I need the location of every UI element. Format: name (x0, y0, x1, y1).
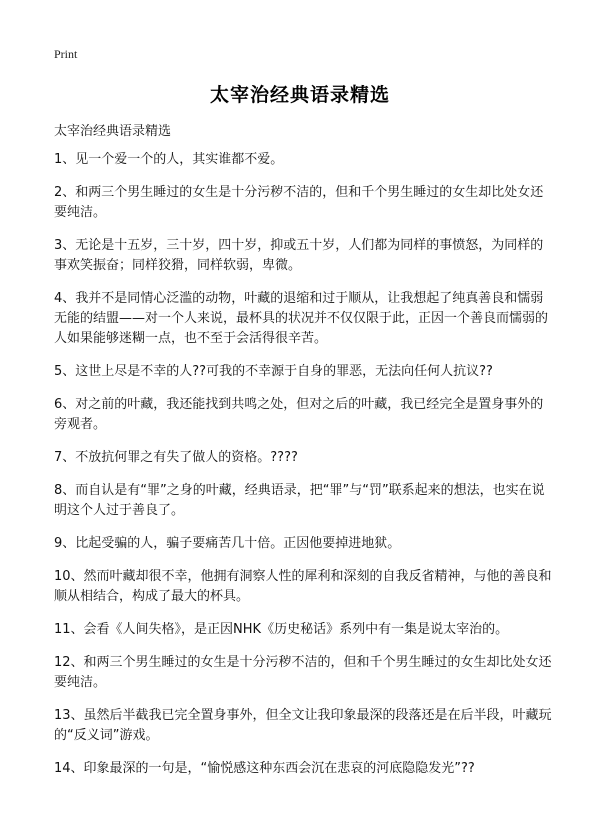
quote-item: 7、不放抗何罪之有失了做人的资格。???? (54, 450, 298, 465)
quote-item: 10、然而叶藏却很不幸，他拥有洞察人性的犀利和深刻的自我反省精神，与他的善良和顺从相结合，构成了最大的杯具。 (54, 569, 552, 604)
quote-item: 11、会看《人间失格》，是正因NHK《历史秘话》系列中有一集是说太宰治的。 (54, 622, 509, 637)
quote-item: 1、见一个爱一个的人，其实谁都不爱。 (54, 152, 284, 167)
print-link[interactable]: Print (54, 47, 78, 61)
quote-item: 14、印象最深的一句是，“愉悦感这种东西会沉在悲哀的河底隐隐发光”?? (54, 761, 475, 776)
page-title: 太宰治经典语录精选 (209, 84, 390, 106)
quote-item: 12、和两三个男生睡过的女生是十分污秽不洁的，但和千个男生睡过的女生却比处女还要纯洁。 (54, 655, 552, 690)
quote-item: 6、对之前的叶藏，我还能找到共鸣之处，但对之后的叶藏，我已经完全是置身事外的旁观者。 (54, 397, 544, 432)
quote-item: 8、而自认是有“罪”之身的叶藏，经典语录，把“罪”与“罚”联系起来的想法，也实在说明这个人过于善良了。 (54, 483, 545, 518)
quote-item: 5、这世上尽是不幸的人??可我的不幸源于自身的罪恶，无法向任何人抗议?? (54, 364, 493, 379)
page-subtitle: 太宰治经典语录精选 (54, 124, 172, 139)
quote-list (54, 150, 554, 792)
quote-item: 9、比起受骗的人，骗子要痛苦几十倍。正因他要掉进地狱。 (54, 536, 401, 551)
quote-item: 13、虽然后半截我已完全置身事外，但全文让我印象最深的段落还是在后半段，叶藏玩的“反义词”游戏。 (54, 708, 552, 743)
quote-item: 4、我并不是同情心泛滥的动物，叶藏的退缩和过于顺从，让我想起了纯真善良和懦弱无能的结盟——对一个人来说，最杯具的状况并不仅仅限于此，正因一个善良而懦弱的人如果能够迷糊一点，也不至于会活得很辛苦。 (54, 291, 549, 346)
quote-item: 2、和两三个男生睡过的女生是十分污秽不洁的，但和千个男生睡过的女生却比处女还要纯洁。 (54, 185, 544, 220)
quote-item: 3、无论是十五岁，三十岁，四十岁，抑或五十岁，人们都为同样的事愤怒，为同样的事欢笑振奋；同样狡猾，同样软弱，卑微。 (54, 238, 544, 273)
